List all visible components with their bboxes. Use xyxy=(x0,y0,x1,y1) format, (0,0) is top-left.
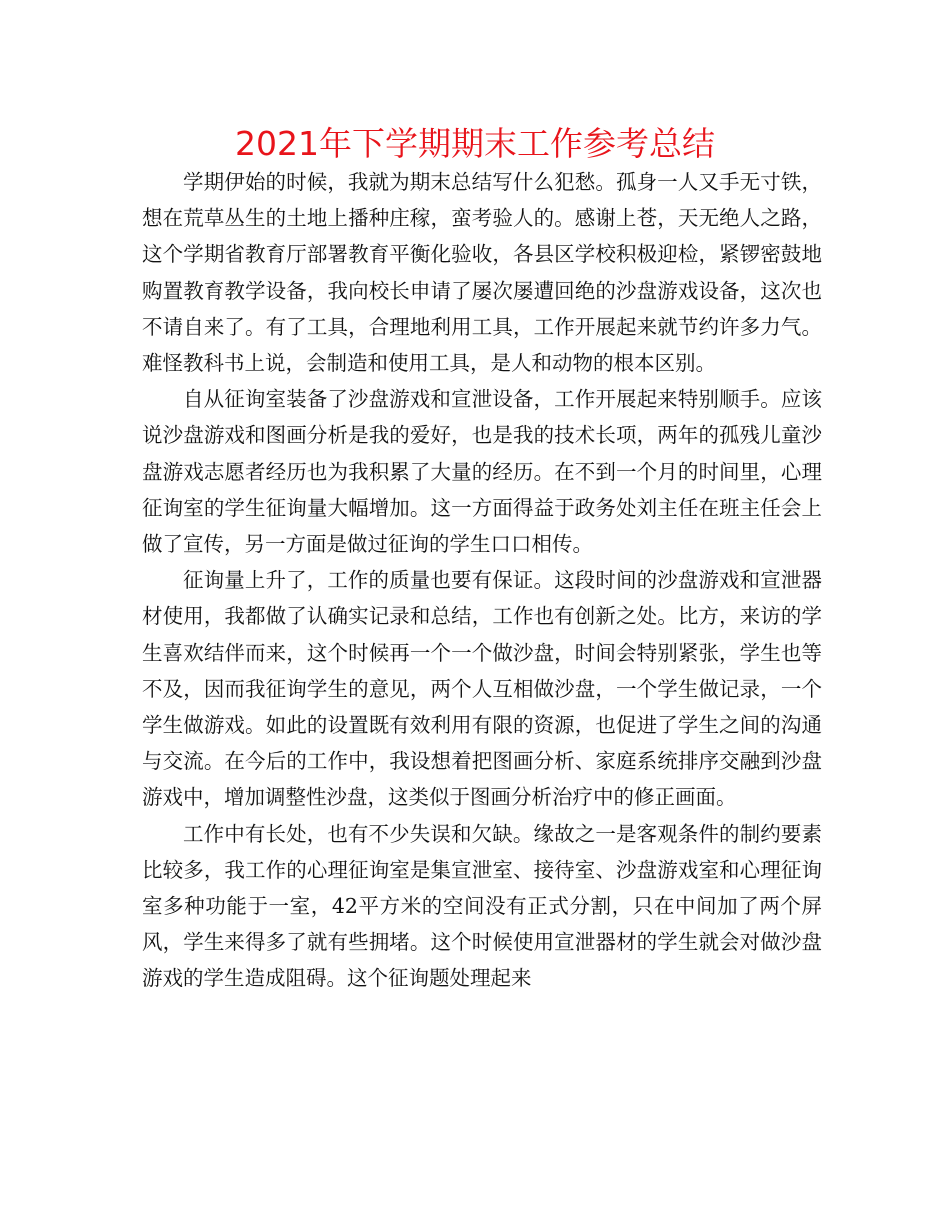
paragraph: 自从征询室装备了沙盘游戏和宣泄设备，工作开展起来特别顺手。应该说沙盘游戏和图画分析是我的爱好，也是我的技术长项，两年的孤残儿童沙盘游戏志愿者经历也为我积累了大量的经历。在不到一个月的时间里，心理征询室的学生征询量大幅增加。这一方面得益于政务处刘主任在班主任会上做了宣传，另一方面是做过征询的学生口口相传。 xyxy=(142,387,822,557)
paragraph: 学期伊始的时候，我就为期末总结写什么犯愁。孤身一人又手无寸铁，想在荒草丛生的土地上播种庄稼，蛮考验人的。感谢上苍，天无绝人之路，这个学期省教育厅部署教育平衡化验收，各县区学校积极迎检，紧锣密鼓地购置教育教学设备，我向校长申请了屡次屡遭回绝的沙盘游戏设备，这次也不请自来了。有了工具，合理地利用工具，工作开展起来就节约许多力气。难怪教科书上说，会制造和使用工具，是人和动物的根本区别。 xyxy=(142,170,822,376)
paragraph: 工作中有长处，也有不少失误和欠缺。缘故之一是客观条件的制约要素比较多，我工作的心理征询室是集宣泄室、接待室、沙盘游戏室和心理征询室多种功能于一室，42平方米的空间没有正式分割，只在中间加了两个屏风，学生来得多了就有些拥堵。这个时候使用宣泄器材的学生就会对做沙盘游戏的学生造成阻碍。这个征询题处理起来 xyxy=(142,821,822,991)
paragraph: 征询量上升了，工作的质量也要有保证。这段时间的沙盘游戏和宣泄器材使用，我都做了认确实记录和总结，工作也有创新之处。比方，来访的学生喜欢结伴而来，这个时候再一个一个做沙盘，时间会特别紧张，学生也等不及，因而我征询学生的意见，两个人互相做沙盘，一个学生做记录，一个学生做游戏。如此的设置既有效利用有限的资源，也促进了学生之间的沟通与交流。在今后的工作中，我设想着把图画分析、家庭系统排序交融到沙盘游戏中，增加调整性沙盘，这类似于图画分析治疗中的修正画面。 xyxy=(142,568,822,810)
document-body xyxy=(142,164,822,997)
document-title: 2021年下学期期末工作参考总结 xyxy=(235,124,715,163)
